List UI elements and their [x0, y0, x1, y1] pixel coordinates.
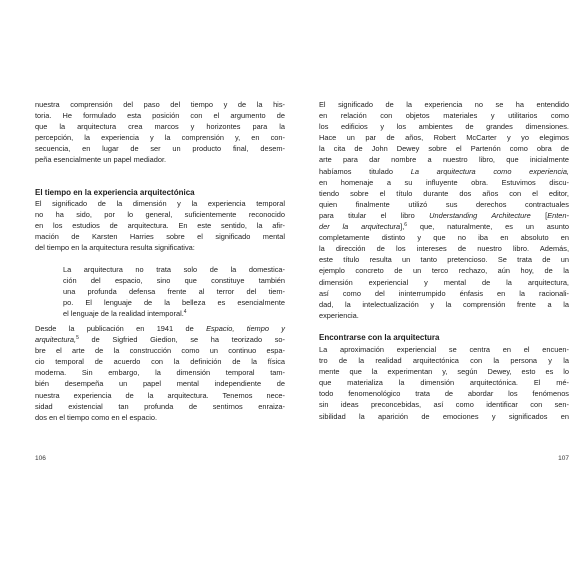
- text-line: la cita de John Dewey sobre el Partenón como obra de: [319, 144, 569, 154]
- text-line: que la arquitectura crea marcos y horizontes para la: [35, 122, 285, 132]
- text-line: peña esencialmente un papel mediador.: [35, 155, 167, 165]
- text-line: sin ideas preconcebidas, así como identificar con sen-: [319, 400, 569, 410]
- block-quote: [35, 264, 285, 319]
- text-line: moderna. Sin embargo, la dimensión temporal tam-: [35, 368, 285, 378]
- text-line: mente que la experimentan y, según Dewey, esto es lo: [319, 367, 569, 377]
- text-run: de Sigfried Giedion, se ha teorizado so-: [78, 335, 285, 345]
- text-run: ],: [400, 222, 405, 232]
- section-heading: El tiempo en la experiencia arquitectónica: [35, 188, 195, 197]
- text-line: cio temporal de acuerdo con la definición de la física: [35, 357, 285, 367]
- page-number: 106: [35, 455, 46, 462]
- text-line: bre el arte de la construcción como un continuo espa-: [35, 346, 285, 356]
- text-line: tro de la realidad arquitectónica con la persona y la: [319, 356, 569, 366]
- text-line: Hace un par de años, Robert McCarter y yo elegimos: [319, 133, 569, 143]
- book-title-italic: Espacio, tiempo y: [206, 324, 285, 333]
- text-line: [35, 323, 285, 334]
- text-line: no ha sido, por lo general, suficientemente reconocido: [35, 210, 285, 220]
- text-line: en los estudios de arquitectura. En este sentido, la afir-: [35, 221, 285, 231]
- text-line: mación de Karsten Harries sobre el significado mental: [35, 232, 285, 242]
- text-line: [319, 166, 569, 177]
- text-line: en homenaje a su influyente obra. Estuvimos discu-: [319, 177, 569, 187]
- text-run: habíamos titulado: [319, 166, 411, 176]
- text-line: del tiempo en la arquitectura resulta significativa:: [35, 243, 195, 253]
- text-line: dad, la intelectualización y la comprensión frente a la: [319, 299, 569, 309]
- text-line: completamente distinto y que no iba en absoluto en: [319, 233, 569, 243]
- text-line: ejemplo concreto de un terco rechazo, aún hoy, de la: [319, 266, 569, 276]
- text-line: percepción, la experiencia y la comprensión y, en con-: [35, 133, 285, 143]
- text-line: nuestra comprensión del paso del tiempo y de la his-: [35, 100, 285, 109]
- quote-line: una profunda defensa frente al terror del tiem-: [63, 287, 285, 297]
- text-run: que, naturalmente, es un asunto: [407, 222, 569, 232]
- text-line: tiendo sobre el título durante dos años con el editor,: [319, 188, 569, 198]
- text-line: La aproximación experiencial se centra en el encuen-: [319, 345, 569, 354]
- left-paragraph-1: [35, 99, 285, 166]
- quote-line: ción del espacio, sino que constituye también: [63, 276, 285, 286]
- text-line: [319, 221, 569, 232]
- right-paragraph-2: [319, 344, 569, 422]
- quote-line: [35, 308, 285, 319]
- quote-last-text: el lenguaje de la realidad intemporal.: [63, 309, 184, 319]
- text-line: secuencia, en lugar de ser un producto final, desem-: [35, 144, 285, 154]
- text-line: nuestra experiencia de la arquitectura. Tenemos nece-: [35, 390, 285, 400]
- text-line: los edificios y los ambientes de grandes dimensiones.: [319, 122, 569, 132]
- text-line: experiencia.: [319, 310, 359, 320]
- quote-line: po. El lenguaje de la belleza es esencialmente: [63, 298, 285, 308]
- text-line: [35, 334, 285, 345]
- text-line: toria. He formulado esta posición con el argumento de: [35, 111, 285, 121]
- footnote-ref: 4: [183, 309, 187, 316]
- right-paragraph-1: [319, 99, 569, 321]
- quote-line: La arquitectura no trata solo de la domestica-: [63, 265, 285, 274]
- book-title-italic: der la arquitectura: [319, 222, 401, 232]
- text-line: sidad existencial tan profunda de sentirnos enraiza-: [35, 401, 285, 411]
- text-run: [: [530, 210, 548, 220]
- book-title-italic: La arquitectura como experiencia,: [410, 166, 569, 176]
- section-heading: Encontrarse con la arquitectura: [319, 333, 440, 342]
- footnote-ref: 6: [404, 222, 408, 229]
- left-paragraph-2: [35, 198, 285, 253]
- text-line: este título resulta un tanto pretencioso. Se trata de un: [319, 255, 569, 265]
- footnote-ref: 5: [76, 335, 79, 342]
- book-title-italic: Understanding Architecture: [429, 210, 531, 220]
- text-line: El significado de la dimensión y la experiencia temporal: [35, 199, 285, 208]
- text-line: en relación con objetos materiales y utilitarios como: [319, 111, 569, 121]
- text-run: Desde la publicación en 1941 de: [35, 324, 207, 333]
- text-line: sibilidad la aparición de emociones y significados en: [319, 411, 569, 421]
- text-line: dimensión experiencial y mental de la arquitectura,: [319, 277, 569, 287]
- left-paragraph-3: [35, 323, 285, 423]
- book-title-italic: arquitectura,: [35, 335, 77, 345]
- text-line: [319, 210, 569, 221]
- text-line: bién desempeña un papel mental independiente de: [35, 379, 285, 389]
- text-line: arte para dar nombre a nuestro libro, que inicialmente: [319, 155, 569, 165]
- text-line: todo fenomenológico trata de abordar los fenómenos: [319, 389, 569, 399]
- page-number: 107: [558, 455, 569, 462]
- book-title-italic: Enten-: [547, 210, 569, 220]
- text-line: El significado de la experiencia no se ha entendido: [319, 100, 569, 109]
- text-line: así como del ininterrumpido énfasis en la racionali-: [319, 288, 569, 298]
- text-line: la dirección de los intereses de nuestro libro. Además,: [319, 244, 569, 254]
- text-line: que materializa la dimensión arquitectónica. El mé-: [319, 378, 569, 388]
- text-line: dos en el tiempo como en el espacio.: [35, 412, 158, 422]
- text-run: para titular el libro: [319, 210, 430, 220]
- text-line: quien finalmente utilizó sus derechos contractuales: [319, 199, 569, 209]
